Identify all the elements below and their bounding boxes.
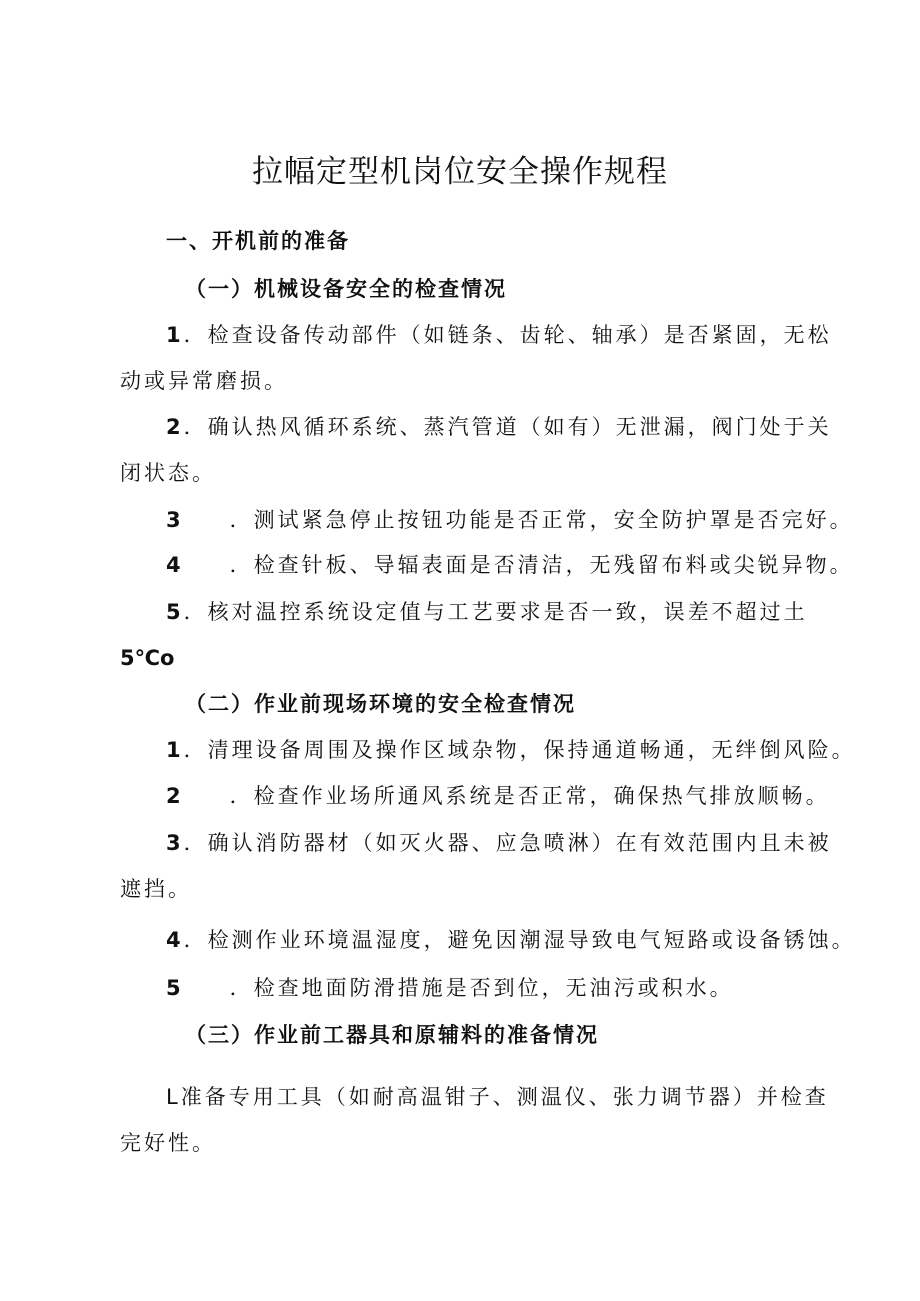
item-number: 3: [166, 831, 184, 855]
item-number: 4: [166, 928, 184, 952]
item-number: 2: [166, 415, 184, 439]
item-number: L: [166, 1085, 181, 1109]
item-text: 准备专用工具（如耐高温钳子、测温仪、张力调节器）并检查: [180, 1085, 829, 1109]
item-text: ．确认热风循环系统、蒸汽管道（如有）无泄漏，阀门处于关: [183, 415, 832, 439]
subsection-2-heading: （二）作业前现场环境的安全检查情况: [185, 692, 576, 716]
list-item-1-2-cont: 闭状态。: [120, 461, 216, 485]
list-item-1-5: [166, 597, 808, 627]
item-text: ．测试紧急停止按钮功能是否正常，安全防护罩是否完好。: [229, 508, 854, 532]
list-item-1-1-cont: 动或异常磨损。: [120, 369, 288, 393]
item-text: ．检查针板、导辐表面是否清洁，无残留布料或尖锐异物。: [229, 553, 854, 577]
item-number: 1: [166, 738, 184, 762]
item-number: 5: [166, 600, 184, 624]
list-item-2-2: [166, 781, 830, 811]
list-item-3-1: [166, 1082, 829, 1112]
subsection-3-heading: （三）作业前工器具和原辅料的准备情况: [185, 1023, 599, 1047]
item-text: ．检查地面防滑措施是否到位，无油污或积水。: [229, 976, 734, 1000]
list-item-1-2: [166, 412, 832, 442]
section-1-heading: 一、开机前的准备: [166, 229, 350, 253]
item-number: 5: [166, 976, 184, 1000]
list-item-2-3-cont: 遮挡。: [120, 877, 192, 901]
item-number: 4: [166, 553, 184, 577]
list-item-1-5-cont: 5℃o: [120, 646, 175, 670]
document-title: 拉幅定型机岗位安全操作规程: [252, 154, 668, 190]
list-item-1-1: [166, 320, 832, 350]
item-text: ．清理设备周围及操作区域杂物，保持通道畅通，无绊倒风险。: [183, 738, 856, 762]
list-item-3-1-cont: 完好性。: [120, 1131, 216, 1155]
item-text: ．确认消防器材（如灭火器、应急喷淋）在有效范围内且未被: [183, 831, 832, 855]
list-item-2-5: [166, 973, 734, 1003]
list-item-2-3: [166, 828, 832, 858]
subsection-1-heading: （一）机械设备安全的检查情况: [185, 277, 507, 301]
list-item-2-4: [166, 925, 856, 955]
item-number: 1: [166, 323, 184, 347]
list-item-1-4: [166, 550, 854, 580]
item-number: 3: [166, 508, 184, 532]
item-number: 2: [166, 784, 184, 808]
list-item-2-1: [166, 735, 856, 765]
item-text: ．检查设备传动部件（如链条、齿轮、轴承）是否紧固，无松: [183, 323, 832, 347]
list-item-1-3: [166, 505, 854, 535]
item-text: ．检测作业环境温湿度，避免因潮湿导致电气短路或设备锈蚀。: [183, 928, 856, 952]
item-text: ．检查作业场所通风系统是否正常，确保热气排放顺畅。: [229, 784, 830, 808]
item-text: ．核对温控系统设定值与工艺要求是否一致，误差不超过土: [183, 600, 808, 624]
